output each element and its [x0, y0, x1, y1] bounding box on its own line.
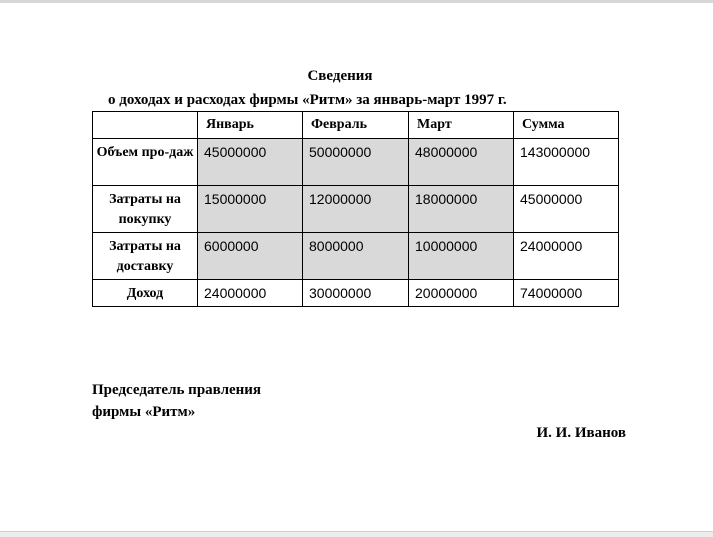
- table-cell-sum: 74000000: [514, 280, 619, 307]
- table-cell: 6000000: [198, 233, 303, 280]
- table-cell-sum: 24000000: [514, 233, 619, 280]
- table-cell-sum: 143000000: [514, 139, 619, 186]
- row-label-income: Доход: [93, 280, 198, 307]
- table-cell-sum: 45000000: [514, 186, 619, 233]
- header-corner-cell: [93, 112, 198, 139]
- table-row: [93, 233, 619, 280]
- header-february: Февраль: [303, 112, 409, 139]
- table-row: [93, 280, 619, 307]
- page-bottom-edge: [0, 531, 713, 537]
- signature-position: [92, 379, 261, 423]
- table-cell: 48000000: [409, 139, 514, 186]
- table-cell: 10000000: [409, 233, 514, 280]
- row-label-sales: Объем про-даж: [93, 139, 198, 186]
- window-top-edge: [0, 0, 713, 3]
- table-cell: 24000000: [198, 280, 303, 307]
- header-sum: Сумма: [514, 112, 619, 139]
- table-cell: 30000000: [303, 280, 409, 307]
- table-cell: 18000000: [409, 186, 514, 233]
- header-march: Март: [409, 112, 514, 139]
- document-subtitle: о доходах и расходах фирмы «Ритм» за январь-март 1997 г.: [108, 92, 507, 108]
- document-title: Сведения: [307, 68, 373, 84]
- signature-position-line2: фирмы «Ритм»: [92, 404, 196, 420]
- row-label-purchase-costs: Затраты на покупку: [93, 186, 198, 233]
- signature-name: И. И. Иванов: [536, 425, 626, 441]
- table-cell: 15000000: [198, 186, 303, 233]
- signature-position-line1: Председатель правления: [92, 382, 262, 398]
- table-row: [93, 139, 619, 186]
- table-cell: 12000000: [303, 186, 409, 233]
- table-cell: 20000000: [409, 280, 514, 307]
- report-table: [92, 111, 619, 307]
- table-cell: 45000000: [198, 139, 303, 186]
- table-row: [93, 186, 619, 233]
- row-label-delivery-costs: Затраты на доставку: [93, 233, 198, 280]
- table-cell: 8000000: [303, 233, 409, 280]
- header-january: Январь: [198, 112, 303, 139]
- table-header-row: [93, 112, 619, 139]
- table-cell: 50000000: [303, 139, 409, 186]
